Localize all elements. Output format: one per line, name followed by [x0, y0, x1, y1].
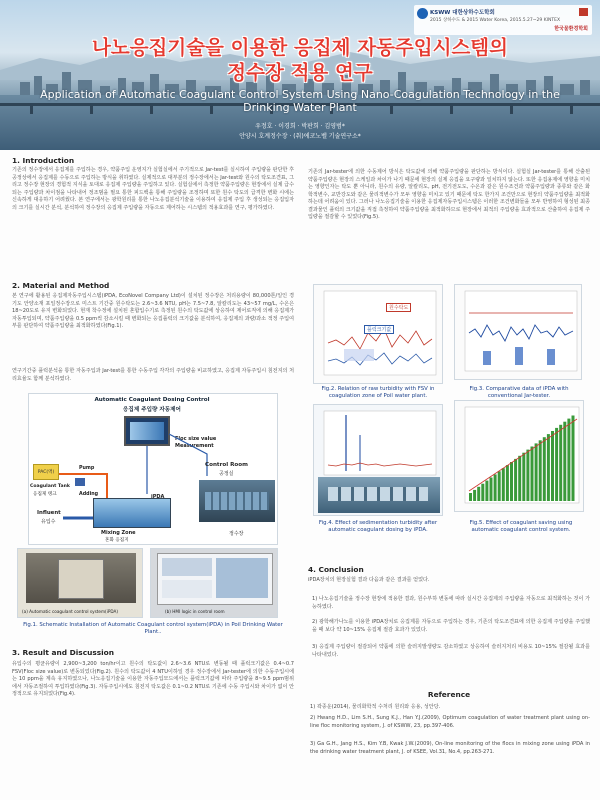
fig2-label-turbidity: 원수탁도	[386, 303, 411, 312]
affiliation: 안양시 호계정수장 · (취)에코노벨 기술연구소*	[239, 133, 361, 140]
conclusion-heading: 4. Conclusion	[308, 565, 364, 574]
ipda-label: iPDA	[151, 494, 165, 500]
reference-heading: Reference	[427, 690, 471, 699]
coag-tank-label: Coagulant Tank	[30, 484, 70, 489]
control-room-ko-label: 공정실	[219, 471, 234, 477]
society-logo-icon	[579, 8, 588, 16]
mixing-ko-label: 혼화 응집지	[105, 538, 129, 543]
conference-logo-box	[414, 5, 592, 35]
material-paragraph-1: 본 연구에 활용된 응집제자동주입시스템(iPDA, EcoNovel Company Ltd)이 설치된 정수장은 처리용량이 80,000톤/일인 경기도 안양소재 포일정수장으로 미스트 기간중 원수탁도는 2.6~3.6 NTU, pH는 7.5~7.8, 알칼리도는 43~57 mg/L, 수온은 18~20도로 유지 변화되었다. 현재 착수정에 설치된 혼합입수기로 측정된 원수의 탁도값에 상응하여 제어로직에 의해 응집제가 자동투입되며, 약품주입량을 0.5 ppm씩 감소시킬 때 변화되는 응집플럭의 크기값을 분석하여, 응집제의 과량/과소 적정 주입여부를 판단하여 약품주입량을 최적화하였다(Fig.1).	[12, 293, 294, 329]
fig5-bar	[494, 474, 497, 501]
photo-right-label: (b) HMI logic in control room	[165, 609, 225, 614]
right-top-paragraph: 기존의 Jar-tester에 의한 수동제어 방식은 탁도값에 의해 약품주입량을 판단하는 방식이다. 실험실 Jar-tester를 통해 산출된 약품주입량은 현장의 스케일과 차이가 나기 때문에 현장의 실제 응집을 요구량과 일치하지 않는다. 또한 응집용제에 영향을 미치는 영향인자는 탁도 뿐 아니라, 원수의 유량, 알칼리도, pH, 전기전도도, 수온과 같은 원수조건과 약품주입량과 종류와 같은 화학적변수, 교반강도와 같은 물리적변수가 모두 영향을 미치고 있기 때문에 탁도 한가지 조건만으로 현장의 약품주입량을 최적화하는데 어려움이 있다. 그러나 나노응집기술을 이용한 응집제자동주입시스템은 이러한 조건변화들을 모두 반영하여 형성된 최종 결과물인 플럭의 크기값을 직접 측정하여 약품주입량을 최적화하므로 현장에서 최적의 주입량을 효과적으로 산출하여 응집제 주입량을 절감할 수 있었다(Fig.5).	[308, 169, 590, 220]
fig5-bar	[567, 419, 570, 501]
coag-tank-ko-label: 응집제 탱크	[33, 492, 57, 497]
fig2-chart	[313, 284, 443, 384]
influent-label: Influent	[37, 510, 61, 516]
fig1-caption: Fig.1. Schematic Installation of Automatic Coagulant control system(iPDA) in Poil Drinking Water Plant..	[23, 622, 283, 635]
intro-heading: 1. Introduction	[12, 156, 75, 165]
title-korean-line1: 나노응집기술을 이용한 응집제 자동주입시스템의	[92, 36, 508, 59]
fig5-bar	[543, 437, 546, 501]
fig5-bar	[572, 416, 575, 502]
fig5-bar	[477, 487, 480, 501]
logo-line2: 2015 상하수도 & 2015 Water Korea, 2015.5.27~29 KINTEX	[430, 18, 561, 23]
fig1-title: Automatic Coagulant Dosing Control	[94, 397, 210, 403]
fig5-bar	[535, 443, 538, 501]
floc-label-2: Measurement	[175, 443, 214, 449]
intro-paragraph: 기존의 정수장에서 응집제를 주입하는 경우, 약품주입 운영지가 실험실에서 주기적으로 Jar-test를 실시하여 주입량을 판단한 후 공정상에서 응집제를 수동으로 주입하는 방식을 취하였다. 실제적으로 대부분의 정수장에서는 Jar-test와 원수의 탁도조견표, 그리고 정수장 현장의 경험적 지식을 토대로 응집제 주입량을 주입하고 있다. 실험실에서 측정한 약품주입량은 현장에서 실제 급수되는 주입량과 차이점을 나타내어 정조범을 필요 통한 피드백을 통해 주입량을 조정하며 또한 원수 탁도의 급격한 변화 시에는 신속하게 대응하기 어려웠다. 본 연구에서는 광학원리를 통한 나노응집분석기술을 이용하여 응집제 주입 후 생성되는 응집입자의 크기를 실시간 분석, 분석하여 정수장의 응집제 주입량을 자동으로 제어하는 시스템의 적용효과를 연구, 평가하였다.	[12, 167, 294, 211]
title-english: Application of Automatic Coagulant Control System Using Nano-Coagulation Technology in the Drinking Water Plant	[40, 88, 560, 114]
fig5-bar	[469, 493, 472, 501]
fig1-photo-left	[17, 548, 143, 618]
fig5-bar	[563, 422, 566, 501]
fig1-photo-right	[150, 548, 278, 618]
fig5-bar	[547, 434, 550, 501]
fig5-bar	[531, 447, 534, 502]
fig5-plot	[455, 401, 584, 512]
fig5-bar	[551, 431, 554, 501]
adding-label: Adding	[79, 492, 99, 497]
floc-label: Floc size value	[175, 436, 217, 442]
fig3-caption: Fig.3. Comparative data of iPDA with conventional Jar-tester.	[469, 386, 569, 399]
kswwlogo-icon	[417, 8, 428, 19]
fig5-bar	[498, 471, 501, 501]
authors: 우정호 · 이경희 · 박판희 · 김영범*	[255, 123, 345, 130]
plant-aerial-photo	[199, 480, 275, 522]
plant-label: 정수장	[229, 531, 244, 537]
logo-line1: KSWW 대한상하수도학회	[430, 10, 495, 16]
control-room-label: Control Room	[205, 462, 248, 468]
fig5-chart	[454, 400, 584, 512]
conclusion-item-3: 3) 응집제 주입량이 절감되어 약품에 의한 슬러지발생량도 감소하였고 상응하여 슬러지처리 비용도 10~15% 절감될 효과를 나타내었다.	[312, 644, 590, 658]
reference-item-2: 2) Hwang H.D., Lim S.H., Sung K.J., Han Y.J.(2009), Optimum coagulation of water treatment plant using on-line floc monitoring system, J. of KSWW, 23, pp.397-406.	[310, 715, 590, 729]
fig1-subtitle: 응집제 주입량 자동제어	[123, 407, 181, 413]
conclusion-item-2: 2) 광학해가나노를 이용한 iPDA장치로 응집제를 자동으로 주입하는 경우, 기존의 탁도조견표에 의한 응집제 주입량을 주입했을 때 보다 약 10~15% 응집제 절감 효과가 있었다.	[312, 619, 590, 633]
fig1-schematic	[28, 393, 278, 545]
fig5-bar	[539, 440, 542, 501]
reference-item-1: 1) 곽종운(2014), 물리화학적 수처리 원리와 응용, 성안당.	[310, 704, 441, 710]
fig5-bar	[502, 468, 505, 501]
results-paragraph: 유입수의 평균유량이 2,900~3,200 ton/hr이고 원수의 탁도값이 2.6~3.6 NTU로 변동될 때 플럭크기값은 0.4~0.7 FSV(Floc size value)로 변동되었다(Fig.2). 원수의 탁도값이 4 NTU이하일 경우 정수장에서 Jar-tester에 의한 수동주입시에는 10 ppm을 계속 유지하였으나, 나노응집기술을 이용한 자동주입모드에서는 플럭크기값에 따라 주입량을 8~9.5 ppm범위에서 자동조절하여 투입하였다(Fig.3). 자동주입시에도 침전지 탁도값은 0.1~0.2 NTU로 기존에 수동 주입시와 차이가 없이 안정적으로 유지되었다(Fig.4).	[12, 661, 294, 697]
pac-label: PAC(액)	[37, 470, 55, 475]
fig5-bar	[510, 462, 513, 501]
fig5-bar	[485, 481, 488, 501]
fig5-bar	[526, 450, 529, 501]
fig5-bar	[518, 456, 521, 501]
fig2-label-fsv: 플럭크기값	[364, 325, 394, 334]
header-banner	[0, 0, 600, 150]
fig3-chart	[454, 284, 582, 380]
fig4-caption: Fig.4. Effect of sedimentation turbidity after automatic coagulant dosing by iPDA.	[318, 520, 438, 533]
results-heading: 3. Result and Discussion	[12, 648, 115, 657]
conclusion-intro: iPDA장치의 현장실험 결과 다음과 같은 결과를 얻었다.	[308, 577, 430, 583]
fig5-bar	[490, 478, 493, 502]
material-paragraph-2: 연구기간중 플럭분석을 통한 자동주입과 Jar-test를 통한 수동주입 각각의 주입량을 비교하였고, 응집제 자동주입시 침전지의 처리효율도 함께 분석하였다.	[12, 368, 294, 382]
fig2-plot	[314, 285, 443, 384]
title-korean-line2: 정수장 적용 연구	[227, 61, 373, 84]
mixing-zone-icon	[93, 498, 171, 528]
fig5-bar	[481, 484, 484, 501]
fig5-bar	[473, 490, 476, 501]
fig5-bar	[522, 453, 525, 501]
conclusion-item-1: 1) 나노응집기술을 정수장 현장에 적용한 결과, 원수부하 변동에 따라 실시간 응집제의 주입량을 자동으로 최적화하는 것이 가능하였다.	[312, 596, 590, 610]
fig5-bar	[506, 465, 509, 501]
fig3-plot	[455, 285, 582, 380]
fig5-bar	[555, 428, 558, 501]
influent-ko-label: 유입수	[41, 519, 56, 525]
reference-item-3: 3) Ga G.H., Jang H.S., Kim Y.B, Kwak J.W.(2009), On-line monitoring of the flocs in mixing zone using iPDA in the drinking water treatment plant, J. of KSEE, Vol.31, No.4, pp.263-271.	[310, 741, 590, 755]
mixing-label: Mixing Zone	[101, 530, 136, 536]
fig4-photo	[318, 477, 440, 513]
photo-left-label: (a) Automatic coagulant control system(iPDA)	[22, 609, 119, 614]
fig2-caption: Fig.2. Relation of raw turbidity with FSV in coagulation zone of Poil water plant.	[321, 386, 435, 399]
fig5-bar	[514, 459, 517, 501]
fig5-caption: Fig.5. Effect of coagulant saving using automatic coagulant control system.	[469, 520, 573, 533]
fig4-chart	[313, 404, 443, 516]
pump-label: Pump	[79, 466, 95, 471]
logo-line3: 한국물환경학회	[554, 26, 588, 32]
fig5-bar	[559, 425, 562, 501]
material-heading: 2. Material and Method	[12, 281, 110, 290]
